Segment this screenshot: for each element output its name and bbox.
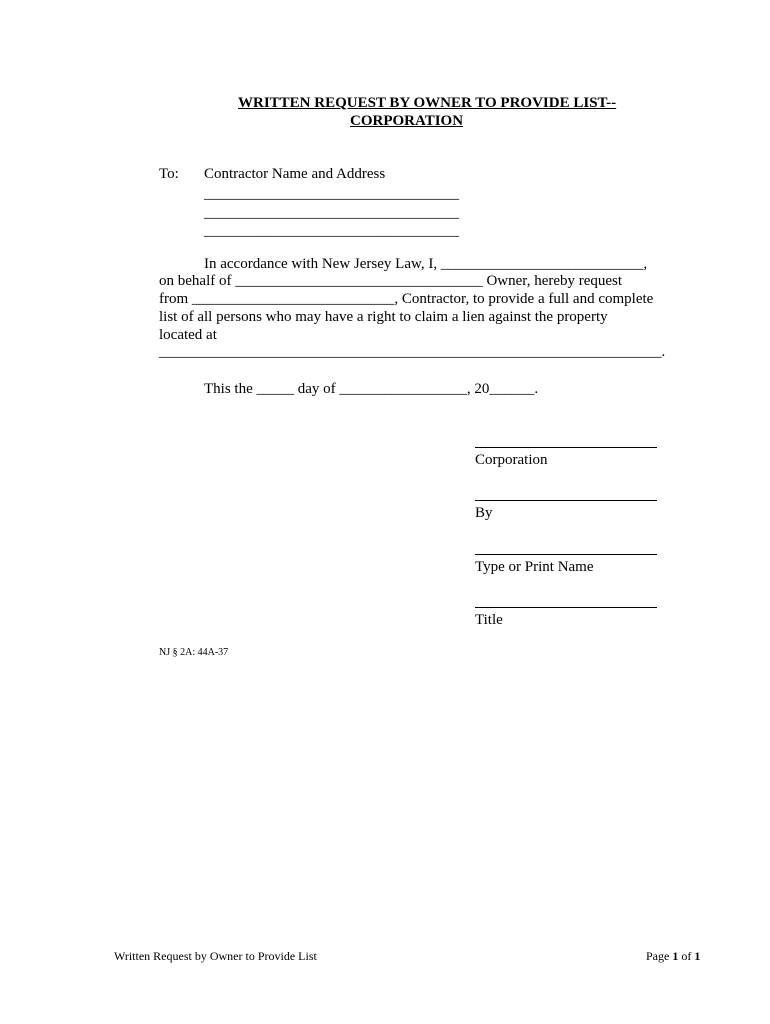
page-indicator — [646, 949, 700, 964]
signature-line-name — [475, 554, 657, 555]
signature-label-title: Title — [475, 612, 503, 628]
title-line-2: CORPORATION — [350, 113, 464, 129]
signature-line-title — [475, 607, 657, 608]
signature-line-corporation — [475, 447, 657, 448]
body-line-6: ___________________________________________________________________. — [159, 344, 666, 360]
address-line-3: __________________________________ — [204, 223, 459, 239]
signature-line-by — [475, 500, 657, 501]
footer-title: Written Request by Owner to Provide List — [114, 949, 317, 963]
title-line-1: WRITTEN REQUEST BY OWNER TO PROVIDE LIST-- — [238, 95, 617, 111]
page-total: 1 — [694, 949, 701, 963]
body-line-3: from ___________________________, Contractor, to provide a full and complete — [159, 291, 654, 307]
body-line-1: In accordance with New Jersey Law, I, ___________________________, — [204, 256, 648, 272]
signature-label-by: By — [475, 505, 493, 521]
to-label: To: — [159, 166, 179, 182]
signature-label-name: Type or Print Name — [475, 559, 594, 575]
signature-label-corporation: Corporation — [475, 452, 548, 468]
statute-citation: NJ § 2A: 44A-37 — [159, 647, 229, 658]
body-line-2: on behalf of _________________________________ Owner, hereby request — [159, 273, 623, 289]
date-line: This the _____ day of _________________, 20______. — [204, 381, 539, 397]
address-line-1: __________________________________ — [204, 186, 459, 202]
page-of: of — [678, 949, 695, 963]
recipient-label: Contractor Name and Address — [204, 166, 386, 182]
page-number: 1 — [672, 949, 679, 963]
address-line-2: __________________________________ — [204, 205, 459, 221]
body-line-5: located at — [159, 327, 217, 343]
page-prefix: Page — [646, 949, 673, 963]
body-line-4: list of all persons who may have a right to claim a lien against the property — [159, 309, 608, 325]
